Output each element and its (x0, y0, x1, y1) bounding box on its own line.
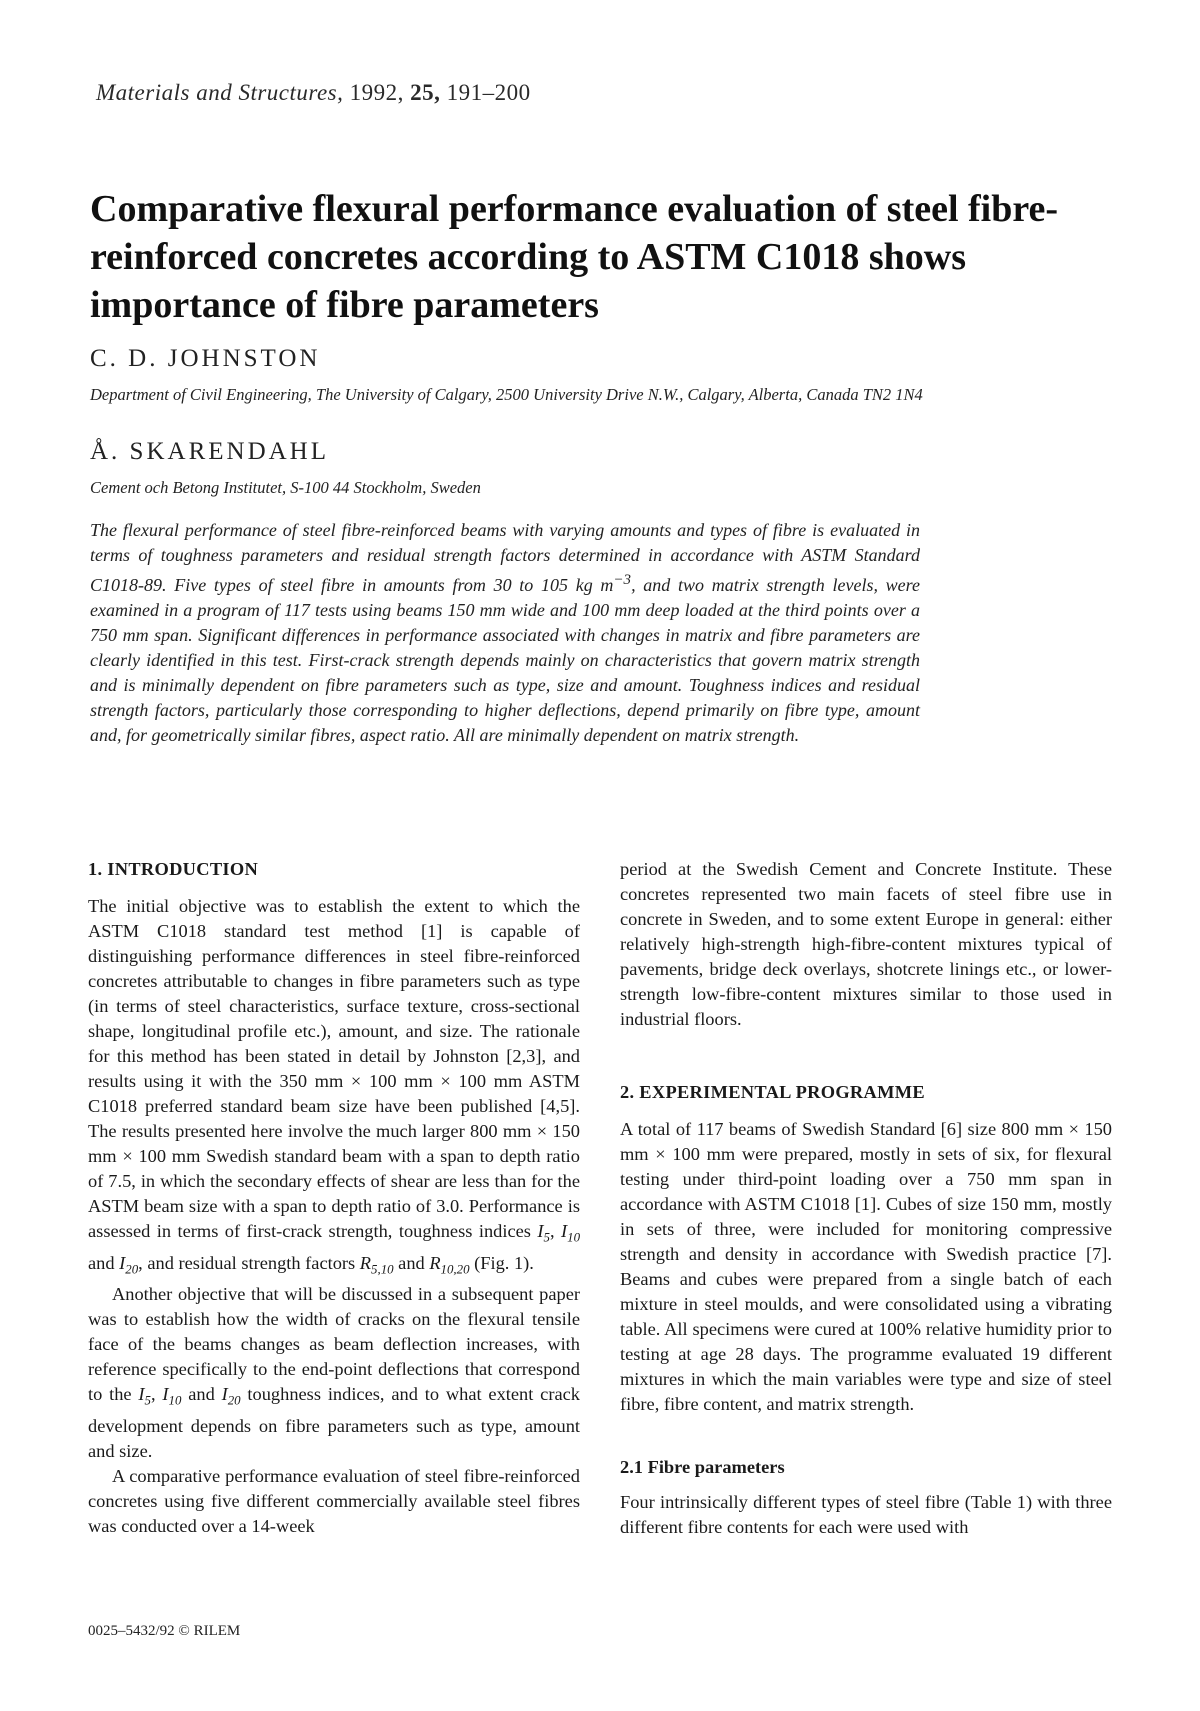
abstract-superscript: −3 (613, 572, 632, 588)
author-name-2: Å. SKARENDAHL (90, 438, 329, 465)
journal-pages: 191–200 (446, 80, 531, 105)
footer-issn-code: 0025–5432/92 © RILEM (88, 1623, 241, 1639)
intro-p2-text-a: Another objective that will be discussed in a subsequent paper was to establish how the width of cracks on the flexural tensile face of the beams changes as beam deflection increases, with reference specifically to the end-point deflections that correspond to the (88, 1284, 580, 1405)
journal-year: 1992, (349, 80, 404, 105)
symbol-i10: $I_{10}$ (162, 1384, 182, 1409)
experimental-paragraph-1: A total of 117 beams of Swedish Standard [6] size 800 mm × 150 mm × 100 mm were prepared, mostly in sets of six, for flexural testing under third-point loading over a 750 mm span in accordance with ASTM C1018 [1]. Cubes of size 150 mm, mostly in sets of three, were included for monitoring compressive strength and density in accordance with Swedish practice [7]. Beams and cubes were prepared from a single batch of each mixture in steel moulds, and were consolidated using a vibrating table. All specimens were cured at 100% relative humidity prior to testing at age 28 days. The programme evaluated 19 different mixtures in which the main variables were type and size of steel fibre, fibre content, and matrix strength. (620, 1119, 1112, 1414)
intro-paragraph-3: A comparative performance evaluation of steel fibre-reinforced concretes using five different commercially available steel fibres was conducted over a 14-week (88, 1466, 580, 1537)
journal-volume: 25, (410, 80, 441, 105)
symbol-i20: $I_{20}$ (221, 1384, 241, 1409)
symbol-i5: $I_5$ (138, 1384, 151, 1409)
section-heading-introduction: 1. INTRODUCTION (88, 859, 259, 879)
subsection-heading-fibre-parameters: 2.1 Fibre parameters (620, 1457, 785, 1477)
author-affiliation-2: Cement och Betong Institutet, S-100 44 Stockholm, Sweden (90, 478, 481, 497)
symbol-r5-10: $R_{5,10}$ (359, 1252, 394, 1277)
intro-p2-text-b: and (181, 1384, 222, 1405)
right-column (620, 857, 1112, 1540)
intro-p1-text-b: and (88, 1252, 120, 1273)
author-affiliation-1: Department of Civil Engineering, The University of Calgary, 2500 University Drive N.W., Calgary, Alberta, Canada TN2 1N4 (90, 385, 923, 404)
intro-paragraph-1: The initial objective was to establish the extent to which the ASTM C1018 standard test method [1] is capable of distinguishing performance differences in steel fibre-reinforced concretes attributable to changes in fibre parameters such as type (in terms of steel characteristics, surface texture, cross-sectional shape, longitudinal profile etc.), amount, and size. The rationale for this method has been stated in detail by Johnston [2,3], and results using it with the 350 mm × 100 mm × 100 mm ASTM C1018 preferred standard beam size have been published [4,5]. The results presented here involve the much larger 800 mm × 150 mm × 100 mm Swedish standard beam with a span to depth ratio of 7.5, in which the secondary effects of shear are less than for the ASTM beam size with a span to depth ratio of 3.0. Performance is assessed in terms of first-crack strength, toughness indices $I_5$, $I_{10}$ and $I_{20}$, and residual strength factors $R_{5,10}$ and $R_{10,20}$ (Fig. 1). (88, 896, 580, 1277)
journal-reference (96, 80, 531, 106)
abstract-text-1: The flexural performance of steel fibre-reinforced beams with varying amounts and types of fibre is evaluated in terms of toughness parameters and residual strength factors determined in accordance with ASTM Standard C1018-89. Five types of steel fibre in amounts from 30 to 105 kg m (90, 520, 920, 595)
intro-p1-text-a: The initial objective was to establish the extent to which the ASTM C1018 standard test method [1] is capable of distinguishing performance differences in steel fibre-reinforced concretes attributable to changes in fibre parameters such as type (in terms of steel characteristics, surface texture, cross-sectional shape, longitudinal profile etc.), amount, and size. The rationale for this method has been stated in detail by Johnston [2,3], and results using it with the 350 mm × 100 mm × 100 mm ASTM C1018 preferred standard beam size have been published [4,5]. The results presented here involve the much larger 800 mm × 150 mm × 100 mm Swedish standard beam with a span to depth ratio of 7.5, in which the secondary effects of shear are less than for the ASTM beam size with a span to depth ratio of 3.0. Performance is assessed in terms of first-crack strength, toughness indices (88, 896, 580, 1241)
intro-paragraph-3-continued: period at the Swedish Cement and Concrete Institute. These concretes represented two main facets of steel fibre use in concrete in Sweden, and to some extent Europe in general: either relatively high-strength high-fibre-content mixtures typical of pavements, bridge deck overlays, shotcrete linings etc., or lower-strength low-fibre-content mixtures similar to those used in industrial floors. (620, 859, 1112, 1029)
intro-p1-text-d: and (393, 1252, 430, 1273)
symbol-i10: $I_{10}$ (561, 1221, 580, 1245)
intro-p2-text-c: toughness indices, and to what extent crack development depends on fibre parameters such as type, amount and size. (88, 1384, 580, 1462)
symbol-r10-20: $R_{10,20}$ (429, 1252, 470, 1277)
author-name-1: C. D. JOHNSTON (90, 345, 321, 372)
abstract (90, 518, 920, 748)
intro-p1-text-c: , and residual strength factors (138, 1252, 360, 1273)
intro-p1-text-e: (Fig. 1). (469, 1252, 534, 1273)
symbol-i5: $I_5$ (537, 1221, 550, 1245)
left-column (88, 857, 580, 1539)
paper-title: Comparative flexural performance evaluation of steel fibre-reinforced concretes according to ASTM C1018 shows importance of fibre parameters (90, 188, 1059, 326)
section-heading-experimental: 2. EXPERIMENTAL PROGRAMME (620, 1082, 925, 1102)
abstract-text-2: , and two matrix strength levels, were examined in a program of 117 tests using beams 150 mm wide and 100 mm deep loaded at the third points over a 750 mm span. Significant differences in performance associated with changes in matrix and fibre parameters are clearly identified in this test. First-crack strength depends mainly on characteristics that govern matrix strength and is minimally dependent on fibre parameters such as type, size and amount. Toughness indices and residual strength factors, particularly those corresponding to higher deflections, depend primarily on fibre type, amount and, for geometrically similar fibres, aspect ratio. All are minimally dependent on matrix strength. (90, 575, 920, 745)
journal-name: Materials and Structures, (96, 80, 344, 105)
fibre-paragraph-1: Four intrinsically different types of steel fibre (Table 1) with three different fibre contents for each were used with (620, 1492, 1112, 1537)
symbol-i20: $I_{20}$ (119, 1252, 139, 1277)
intro-paragraph-2: Another objective that will be discussed in a subsequent paper was to establish how the width of cracks on the flexural tensile face of the beams changes as beam deflection increases, with reference specifically to the end-point deflections that correspond to the $I_5$, $I_{10}$ and $I_{20}$ toughness indices, and to what extent crack development depends on fibre parameters such as type, amount and size. (88, 1284, 580, 1462)
